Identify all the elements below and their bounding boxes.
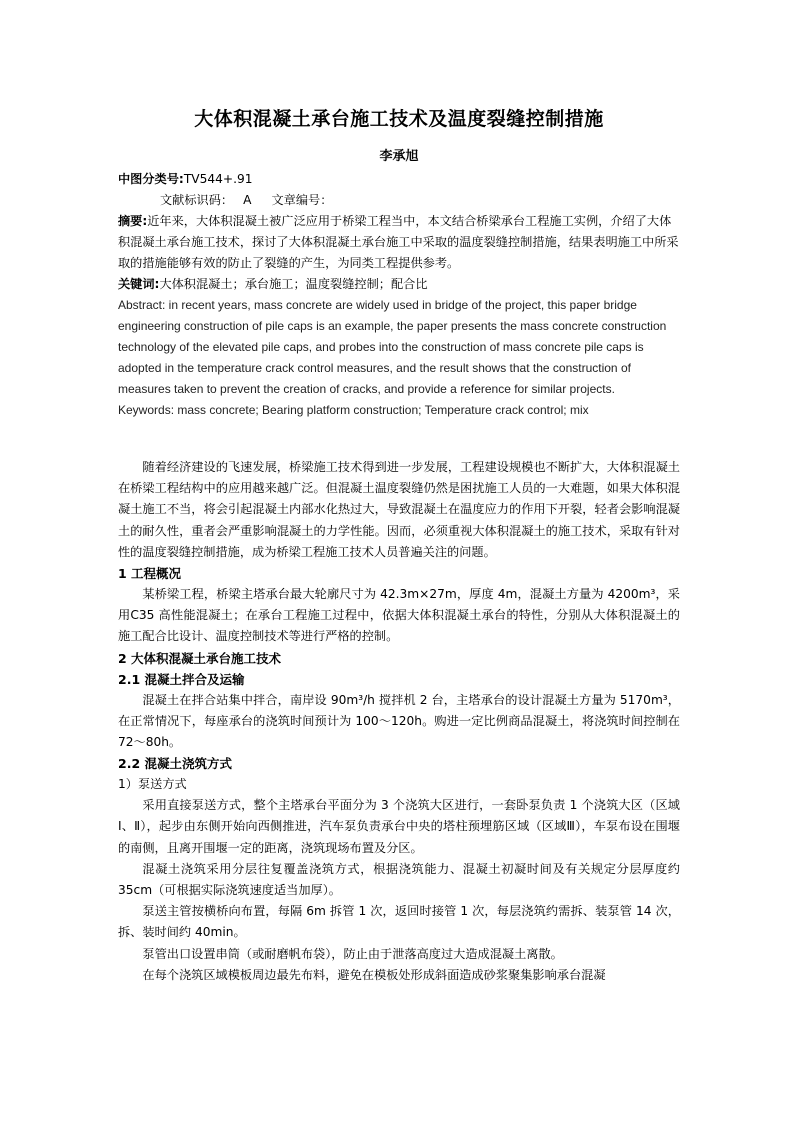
section-2-2-heading: 2.2 混凝土浇筑方式	[118, 756, 232, 772]
keywords-cn-label: 关键词:	[118, 277, 160, 291]
keywords-cn	[118, 274, 680, 295]
section-1-paragraph: 某桥梁工程，桥梁主塔承台最大轮廓尺寸为 42.3m×27m，厚度 4m，混凝土方量为 4200m³，采用C35 高性能混凝土；在承台工程施工过程中，依据大体积混凝土承台的特性，分别从大体积混凝土的施工配合比设计、温度控制技术等进行严格的控制。	[118, 587, 680, 644]
keywords-cn-text: 大体积混凝土；承台施工；温度裂缝控制；配合比	[159, 277, 428, 291]
section-2-1-heading: 2.1 混凝土拌合及运输	[118, 671, 245, 687]
section-2-1-paragraph: 混凝土在拌合站集中拌合，南岸设 90m³/h 搅拌机 2 台，主塔承台的设计混凝土方量为 5170m³，在正常情况下，每座承台的浇筑时间预计为 100～120h。购进一定比例商品混凝土，将浇筑时间控制在 72～80h。	[118, 692, 680, 750]
doc-code-line	[118, 190, 680, 211]
paper-body	[118, 104, 680, 986]
pumping-paragraph-4: 泵管出口设置串筒（或耐磨帆布袋），防止由于泄落高度过大造成混凝土离散。	[142, 946, 563, 961]
author-name: 李承旭	[379, 149, 419, 164]
clc-line	[118, 169, 680, 190]
abstract-en: Abstract: in recent years, mass concrete are widely used in bridge of the project, this paper bridge engineering construction of pile caps is an example, the paper presents the mass concrete construction technology of the elevated pile caps, and probes into the construction of mass concrete pile caps is adopted in the temperature crack control measures, and the result shows that the construction of measures taken to prevent the creation of cracks, and provide a reference for similar projects.	[118, 298, 667, 396]
pumping-subheading: 1）泵送方式	[118, 777, 187, 792]
section-1-heading: 1 工程概况	[118, 566, 182, 582]
paper-title: 大体积混凝土承台施工技术及温度裂缝控制措施	[194, 108, 604, 130]
abstract-cn-text: 近年来，大体积混凝土被广泛应用于桥梁工程当中，本文结合桥梁承台工程施工实例，介绍了大体积混凝土承台施工技术，探讨了大体积混凝土承台施工中采取的温度裂缝控制措施，结果表明施工中所采取的措施能够有效的防止了裂缝的产生，为同类工程提供参考。	[118, 214, 679, 270]
article-no-label: 文章编号：	[271, 193, 333, 207]
section-2-heading: 2 大体积混凝土承台施工技术	[118, 650, 282, 666]
keywords-en: Keywords: mass concrete; Bearing platform construction; Temperature crack control; mix	[118, 403, 589, 417]
pumping-paragraph-3: 泵送主管按横桥向布置，每隔 6m 拆管 1 次，返回时接管 1 次，每层浇筑约需拆、装泵管 14 次，拆、装时间约 40min。	[118, 904, 680, 940]
doc-code-value: A	[243, 193, 252, 207]
pumping-paragraph-2: 混凝土浇筑采用分层往复覆盖浇筑方式，根据浇筑能力、混凝土初凝时间及有关规定分层厚度约 35cm（可根据实际浇筑速度适当加厚）。	[118, 861, 680, 898]
doc-code-label: 文献标识码：	[160, 193, 234, 207]
pumping-paragraph-5: 在每个浇筑区域模板周边最先布料，避免在模板处形成斜面造成砂浆聚集影响承台混凝	[142, 967, 606, 982]
pumping-paragraph-1: 采用直接泵送方式，整个主塔承台平面分为 3 个浇筑大区进行，一套卧泵负责 1 个浇筑大区（区域Ⅰ、Ⅱ），起步由东侧开始向西侧推进，汽车泵负责承台中央的塔柱预埋筋区域（区域Ⅲ），车泵布设在围堰的南侧，且离开围堰一定的距离，浇筑现场布置及分区。	[118, 798, 680, 855]
abstract-cn	[118, 211, 680, 274]
clc-label: 中图分类号:	[118, 172, 184, 186]
abstract-cn-label: 摘要:	[118, 214, 148, 228]
clc-value: TV544+.91	[183, 172, 253, 186]
intro-paragraph: 随着经济建设的飞速发展，桥梁施工技术得到进一步发展，工程建设规模也不断扩大，大体积混凝土在桥梁工程结构中的应用越来越广泛。但混凝土温度裂缝仍然是困扰施工人员的一大难题，如果大体积混凝土施工不当，将会引起混凝土内部水化热过大，导致混凝土在温度应力的作用下开裂，轻者会影响混凝土的耐久性，重者会严重影响混凝土的力学性能。因而，必须重视大体积混凝土的施工技术，采取有针对性的温度裂缝控制措施，成为桥梁工程施工技术人员普遍关注的问题。	[118, 460, 680, 559]
